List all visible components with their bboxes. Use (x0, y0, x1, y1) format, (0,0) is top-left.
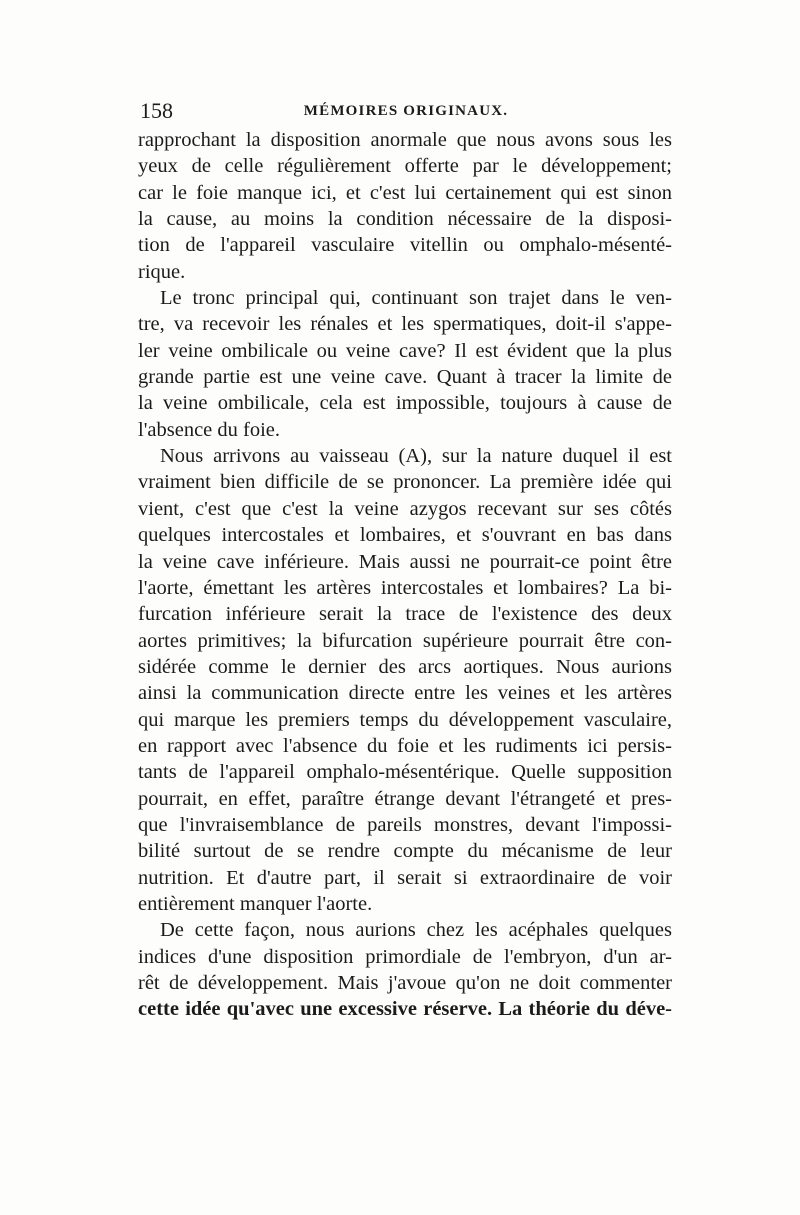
text-line: rique. (138, 260, 186, 283)
text-line: cette idée qu'avec une excessive réserve. La théorie du déve- (138, 998, 672, 1021)
running-head (140, 97, 672, 127)
text-line: entièrement manquer l'aorte. (138, 892, 373, 915)
text-line: la cause, au moins la condition nécessaire de la disposi- (138, 208, 672, 231)
text-line: que l'invraisemblance de pareils monstres, devant l'impossi- (138, 813, 672, 836)
text-line: l'aorte, émettant les artères intercostales et lombaires? La bi- (138, 576, 672, 599)
text-line: bilité surtout de se rendre compte du mécanisme de leur (138, 840, 672, 863)
text-line: ainsi la communication directe entre les veines et les artères (138, 682, 672, 705)
text-line: car le foie manque ici, et c'est lui certainement qui est sinon (138, 181, 672, 204)
text-line: la veine cave inférieure. Mais aussi ne pourrait-ce point être (138, 550, 672, 573)
text-line: yeux de celle régulièrement offerte par le développement; (138, 155, 672, 178)
text-line: qui marque les premiers temps du développement vasculaire, (138, 708, 672, 731)
text-line: Nous arrivons au vaisseau (A), sur la nature duquel il est (160, 445, 672, 468)
text-line: l'absence du foie. (138, 418, 281, 441)
text-line: vient, c'est que c'est la veine azygos recevant sur ses côtés (138, 497, 672, 520)
body-text (138, 127, 672, 1023)
text-line: ler veine ombilicale ou veine cave? Il est évident que la plus (138, 339, 672, 362)
text-line: pourrait, en effet, paraître étrange devant l'étrangeté et pres- (138, 787, 672, 810)
text-line: tants de l'appareil omphalo-mésentérique. Quelle supposition (138, 761, 672, 784)
text-line: Le tronc principal qui, continuant son trajet dans le ven- (160, 287, 672, 310)
text-line: indices d'une disposition primordiale de l'embryon, d'un ar- (138, 945, 672, 968)
text-line: la veine ombilicale, cela est impossible, toujours à cause de (138, 392, 672, 415)
text-line: vraiment bien difficile de se prononcer. La première idée qui (138, 471, 672, 494)
text-line: grande partie est une veine cave. Quant à tracer la limite de (138, 366, 672, 389)
text-line: en rapport avec l'absence du foie et les rudiments ici persis- (138, 734, 672, 757)
text-line: sidérée comme le dernier des arcs aortiques. Nous aurions (138, 655, 672, 678)
text-line: rapprochant la disposition anormale que nous avons sous les (138, 129, 672, 151)
text-line: tre, va recevoir les rénales et les spermatiques, doit-il s'appe- (138, 313, 672, 336)
text-line: aortes primitives; la bifurcation supérieure pourrait être con- (138, 629, 672, 652)
text-line: furcation inférieure serait la trace de l'existence des deux (138, 603, 672, 626)
text-line: De cette façon, nous aurions chez les acéphales quelques (160, 919, 672, 942)
text-line: rêt de développement. Mais j'avoue qu'on ne doit commenter (138, 972, 672, 994)
page-number: 158 (140, 98, 173, 123)
running-title: MÉMOIRES ORIGINAUX. (303, 103, 509, 119)
text-line: tion de l'appareil vasculaire vitellin ou omphalo-mésenté- (138, 234, 672, 257)
text-line: nutrition. Et d'autre part, il serait si extraordinaire de voir (138, 866, 672, 889)
text-line: quelques intercostales et lombaires, et s'ouvrant en bas dans (138, 524, 672, 547)
